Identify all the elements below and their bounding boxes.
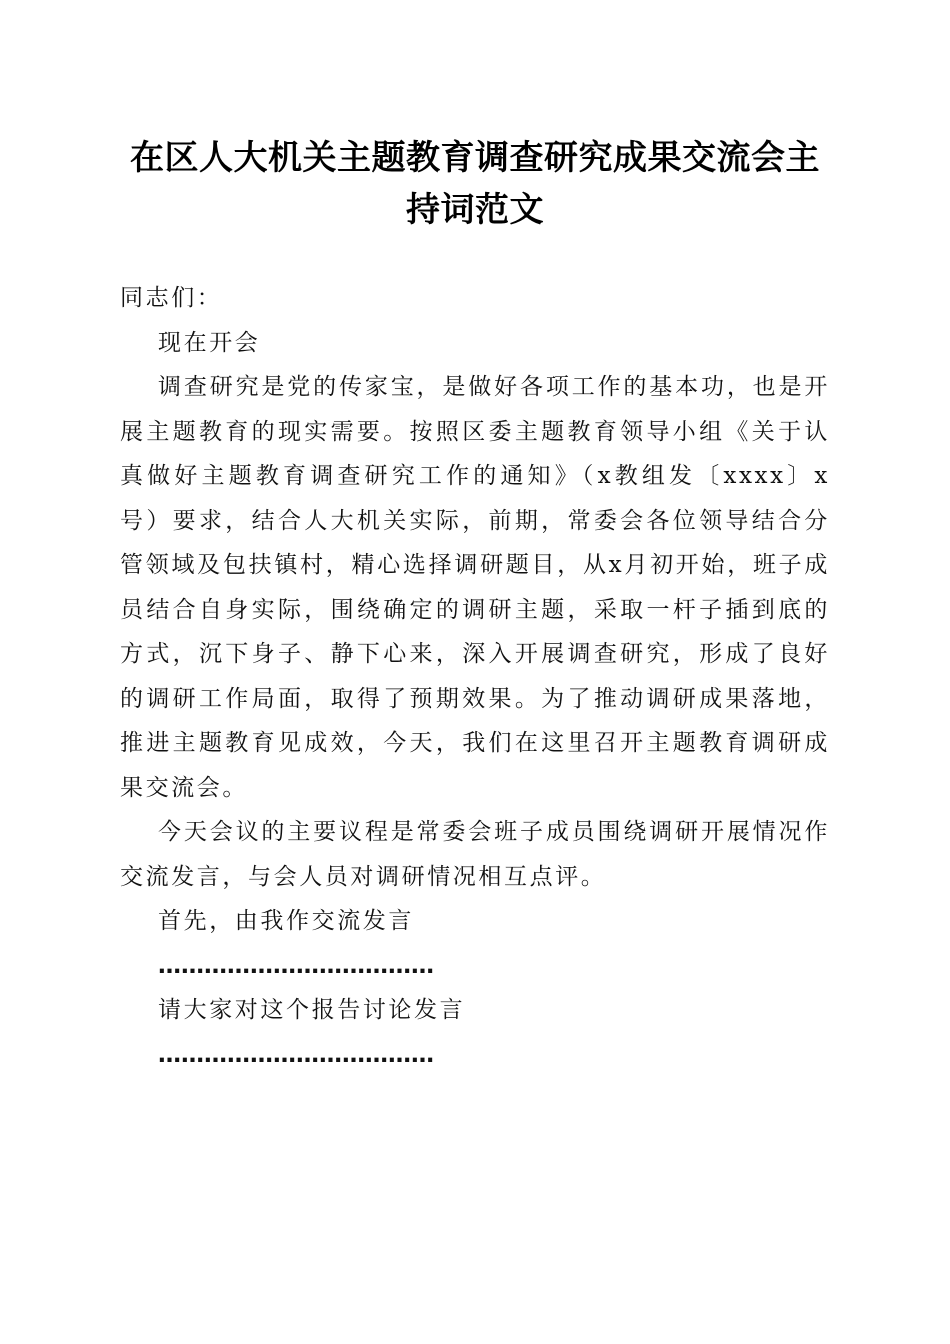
title-line-2: 持词范文 — [406, 190, 544, 230]
ellipsis-divider: ……………………………… — [158, 1041, 434, 1068]
ellipsis-divider: ……………………………… — [158, 952, 434, 979]
title-line-1: 在区人大机关主题教育调查研究成果交流会主 — [130, 138, 820, 178]
paragraph-opening: 现在开会 — [158, 329, 261, 356]
salutation: 同志们： — [120, 285, 223, 311]
paragraph-background: 调查研究是党的传家宝，是做好各项工作的基本功，也是开展主题教育的现实需要。按照区委主题教育领导小组《关于认真做好主题教育调查研究工作的通知》（x教组发〔xxxx〕x号）要求，结合人大机关实际，前期，常委会各位领导结合分管领域及包扶镇村，精心选择调研题目，从x月初开始，班子成员结合自身实际，围绕确定的调研主题，采取一杆子插到底的方式，沉下身子、静下心来，深入开展调查研究，形成了良好的调研工作局面，取得了预期效果。为了推动调研成果落地，推进主题教育见成效，今天，我们在这里召开主题教育调研成果交流会。 — [120, 374, 830, 801]
document-body — [120, 276, 830, 1077]
document-title — [110, 132, 840, 236]
paragraph-closing: 请大家对这个报告讨论发言 — [158, 997, 466, 1023]
paragraph-first-speaker: 首先，由我作交流发言 — [158, 908, 414, 934]
paragraph-agenda: 今天会议的主要议程是常委会班子成员围绕调研开展情况作交流发言，与会人员对调研情况相互点评。 — [120, 819, 830, 890]
